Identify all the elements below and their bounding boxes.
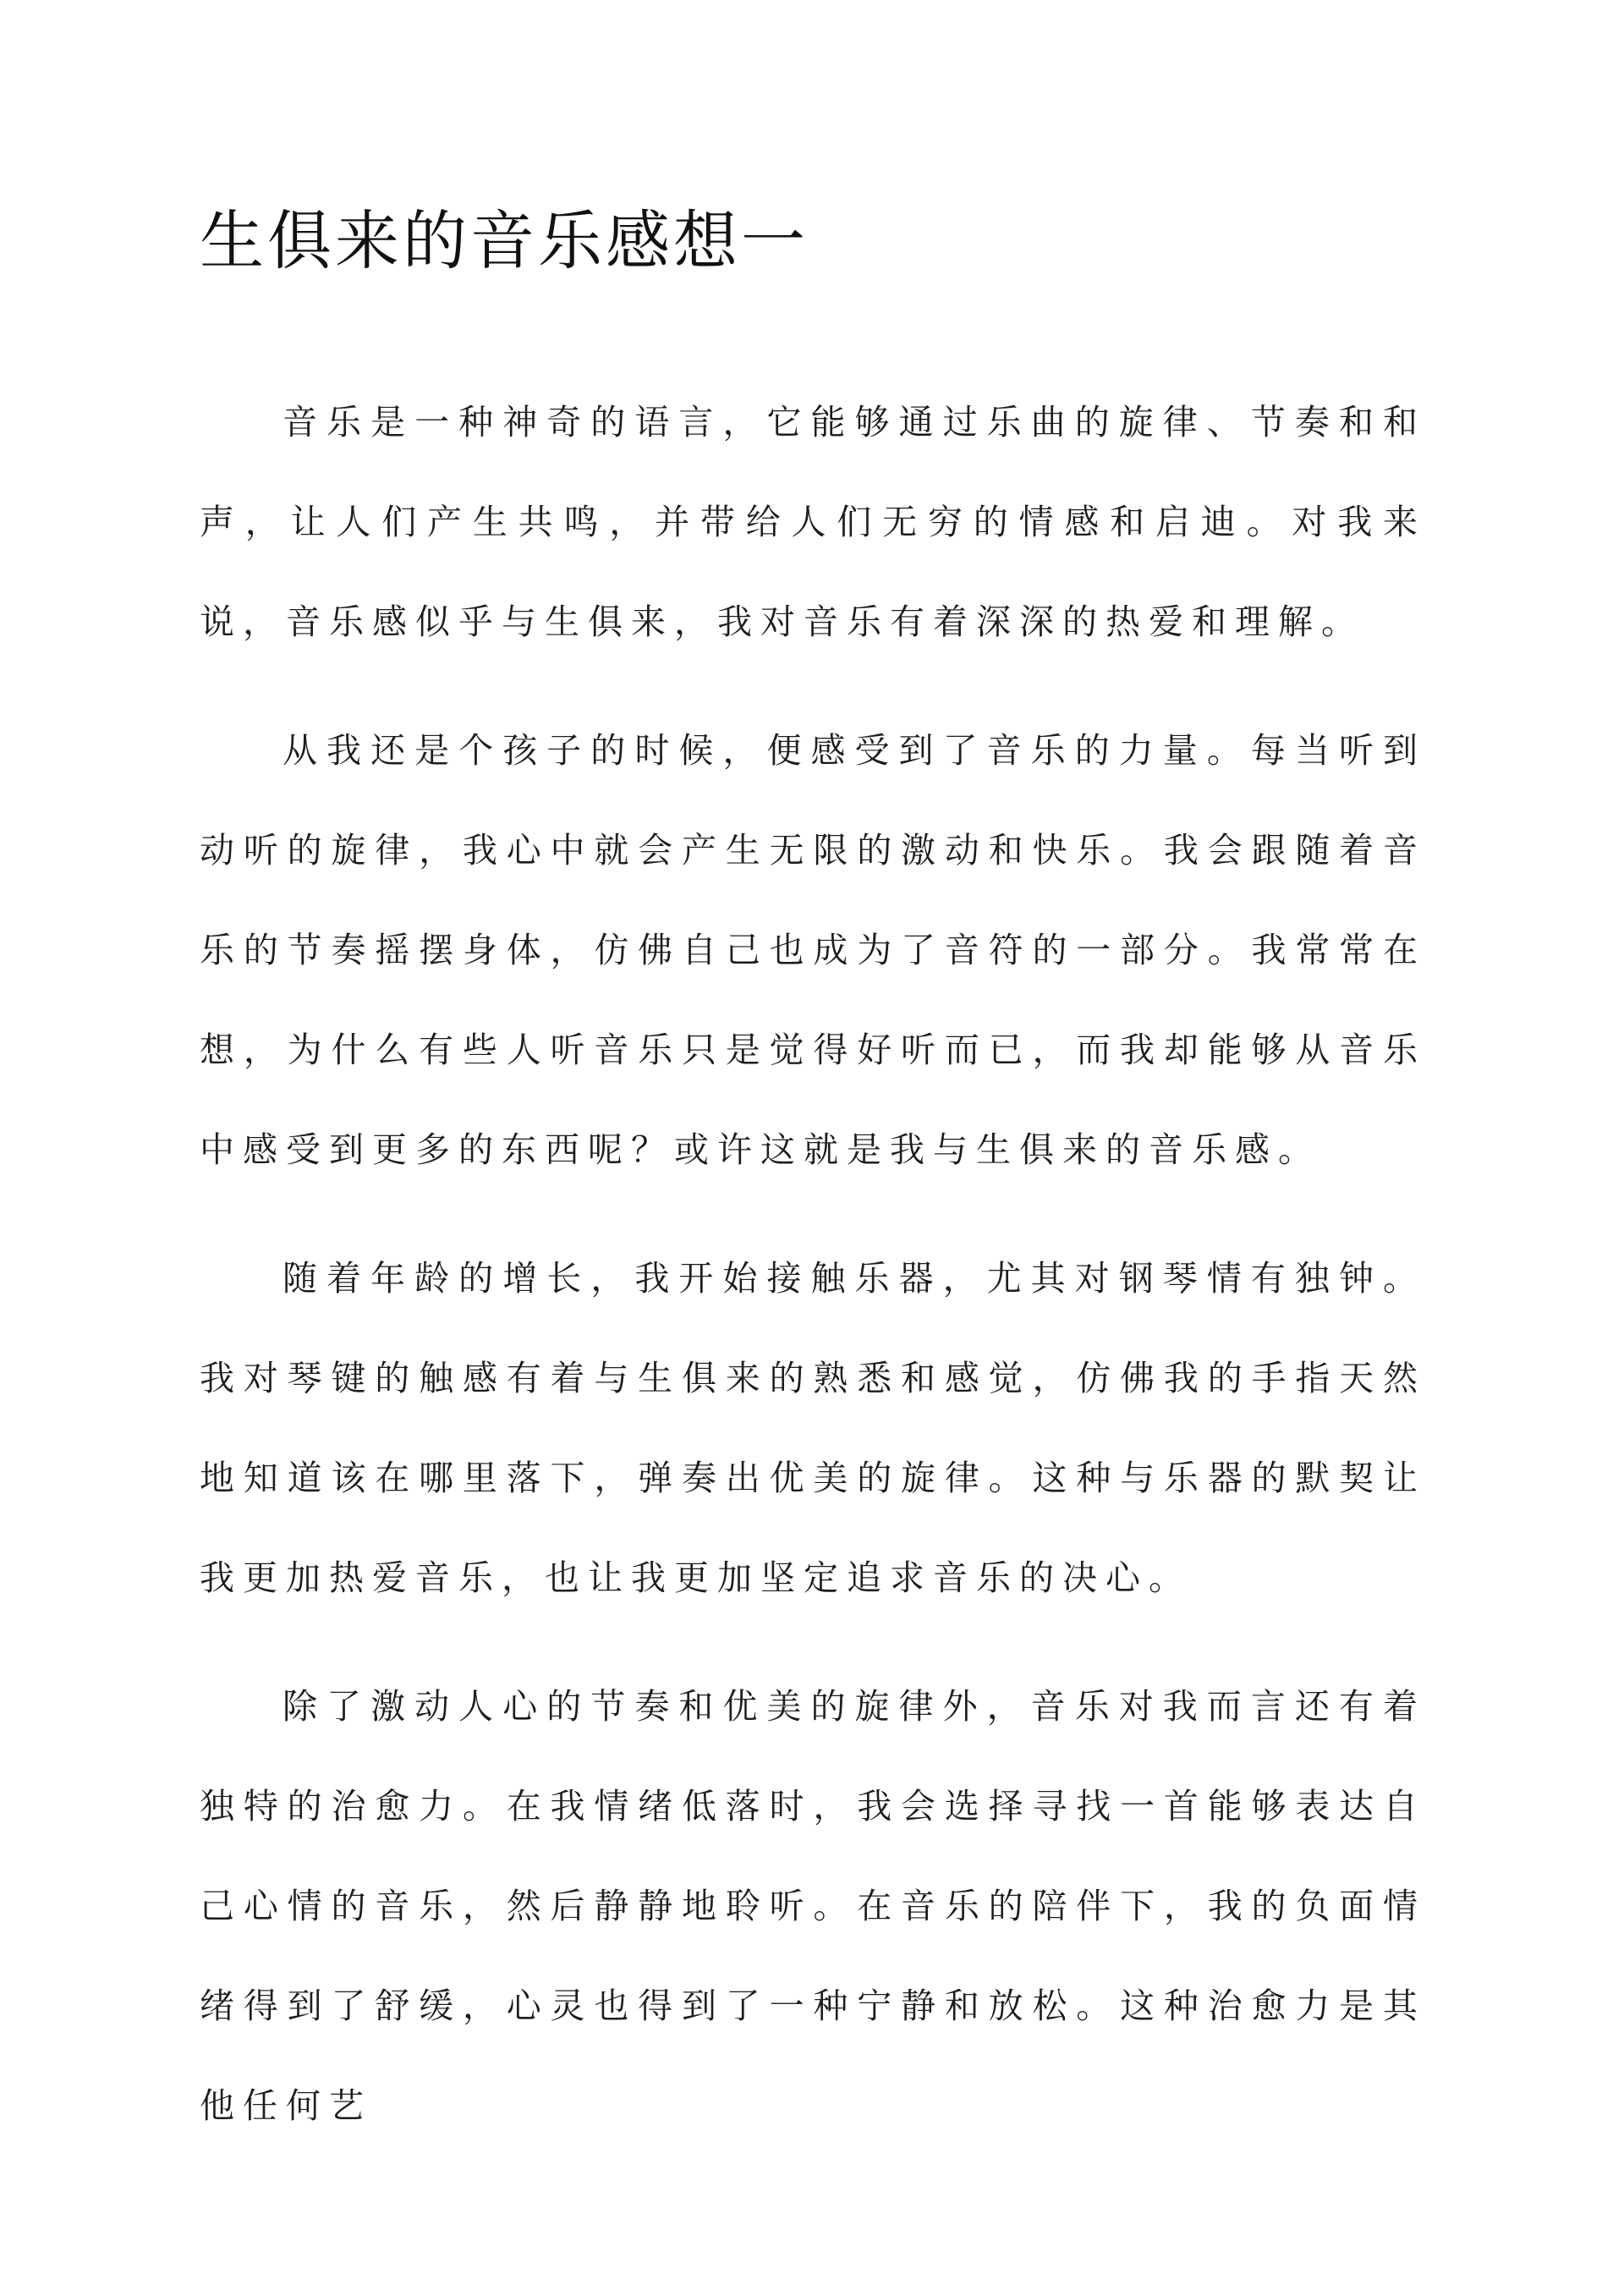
paragraph-1: 音乐是一种神奇的语言，它能够通过乐曲的旋律、节奏和和声，让人们产生共鸣，并带给人们无穷的情感和启迪。对我来说，音乐感似乎与生俱来，我对音乐有着深深的热爱和理解。 xyxy=(200,402,1426,642)
paragraph-2: 从我还是个孩子的时候，便感受到了音乐的力量。每当听到动听的旋律，我心中就会产生无限的激动和快乐。我会跟随着音乐的节奏摇摆身体，仿佛自己也成为了音符的一部分。我常常在想，为什么有些人听音乐只是觉得好听而已，而我却能够从音乐中感受到更多的东西呢？或许这就是我与生俱来的音乐感。 xyxy=(200,730,1426,1170)
document-title: 生俱来的音乐感想一 xyxy=(200,203,809,278)
paragraph-4: 除了激动人心的节奏和优美的旋律外，音乐对我而言还有着独特的治愈力。在我情绪低落时，我会选择寻找一首能够表达自己心情的音乐，然后静静地聆听。在音乐的陪伴下，我的负面情绪得到了舒缓，心灵也得到了一种宁静和放松。这种治愈力是其他任何艺 xyxy=(200,1686,1426,2126)
paragraph-3: 随着年龄的增长，我开始接触乐器，尤其对钢琴情有独钟。我对琴键的触感有着与生俱来的熟悉和感觉，仿佛我的手指天然地知道该在哪里落下，弹奏出优美的旋律。这种与乐器的默契让我更加热爱音乐，也让我更加坚定追求音乐的决心。 xyxy=(200,1258,1426,1598)
document-body xyxy=(200,372,1426,2184)
